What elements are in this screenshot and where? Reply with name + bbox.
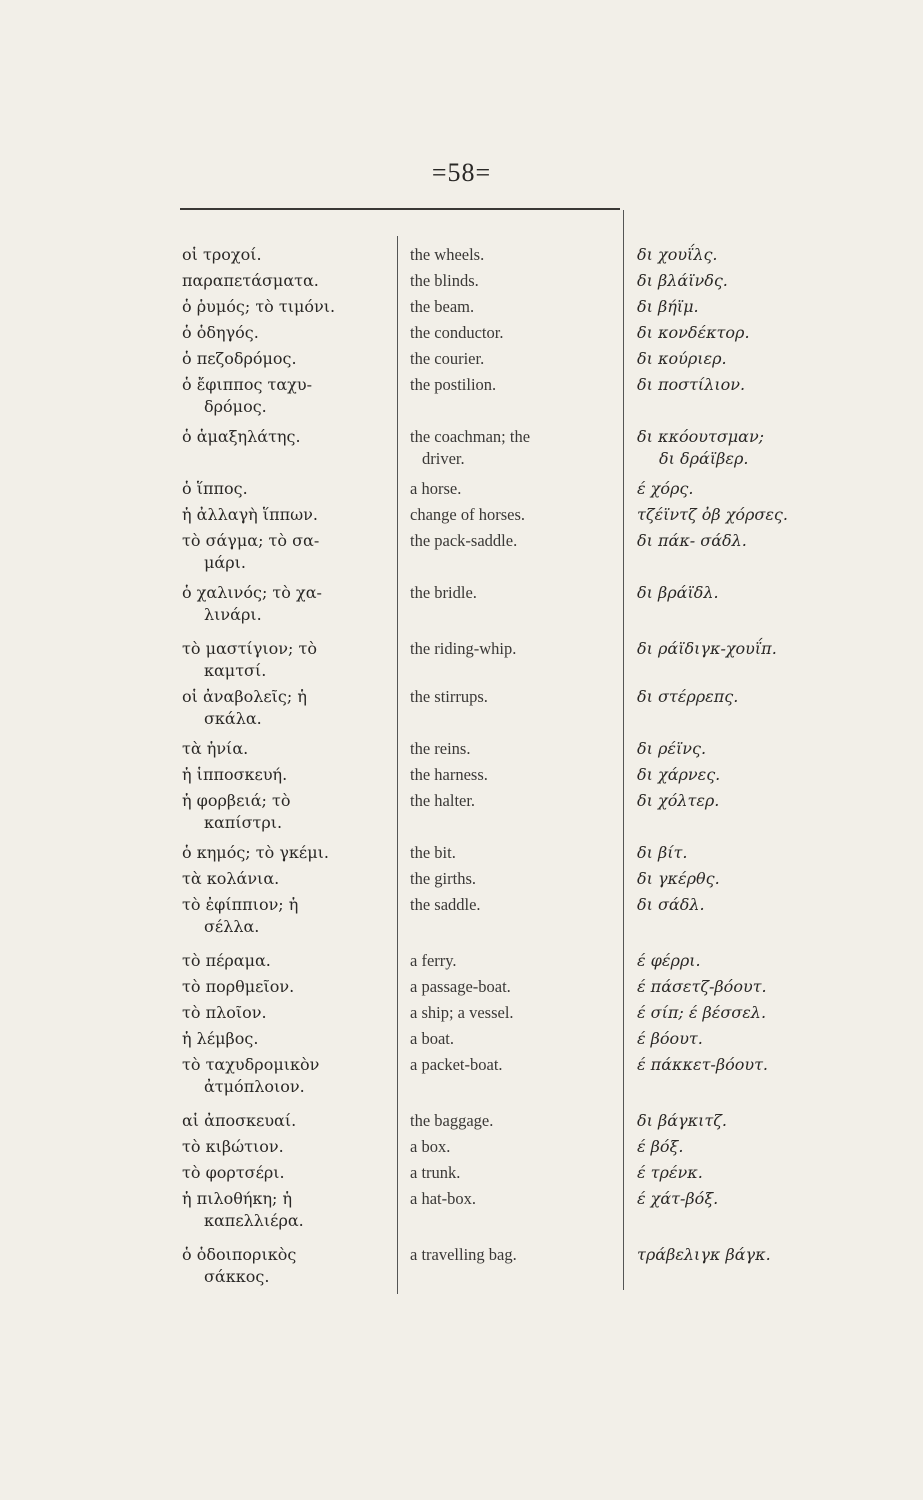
greek-term: [182, 1244, 390, 1288]
pronunciation: [637, 868, 917, 890]
entry-line: ἡ πιλοθήκη; ἡ: [182, 1189, 293, 1208]
entry-line: the halter.: [410, 791, 476, 810]
pronunciation: [637, 686, 917, 708]
greek-term: [182, 842, 390, 864]
entry-line: δι δράϊβερ.: [659, 449, 749, 468]
entry-line: ἡ φορβειά; τὸ: [182, 791, 291, 810]
english-translation: [410, 348, 615, 370]
entry-line: a ship; a vessel.: [410, 1003, 514, 1022]
entry-line: δι χάρνες.: [637, 765, 721, 784]
pronunciation: [637, 1054, 917, 1076]
greek-term: [182, 1188, 390, 1232]
entry-line: δι ράϊδιγκ-χουΐπ.: [637, 639, 777, 658]
entry-line: a passage-boat.: [410, 977, 511, 996]
english-translation: [410, 868, 615, 890]
english-translation: [410, 638, 615, 660]
entry-line: δι βίτ.: [637, 843, 688, 862]
greek-term: [182, 1054, 390, 1098]
entry-line: δι γκέρθς.: [637, 869, 720, 888]
entry-line: τὸ πορθμεῖον.: [182, 977, 295, 996]
entry-line: the baggage.: [410, 1111, 494, 1130]
entry-line: τὸ μαστίγιον; τὸ: [182, 639, 317, 658]
entry-line: the bridle.: [410, 583, 477, 602]
entry-line: the bit.: [410, 843, 456, 862]
entry-line: τράβελιγκ βάγκ.: [637, 1245, 771, 1264]
greek-term: [182, 790, 390, 834]
english-translation: [410, 1188, 615, 1210]
pronunciation: [637, 1028, 917, 1050]
column-divider: [623, 210, 624, 1290]
pronunciation: [637, 950, 917, 972]
entry-line: τζέϊντζ ὀβ χόρσες.: [637, 505, 788, 524]
entry-line: δι βάγκιτζ.: [637, 1111, 727, 1130]
entry-line: τὸ ἐφίππιον; ἡ: [182, 895, 299, 914]
entry-line: the postilion.: [410, 375, 497, 394]
pronunciation: [637, 348, 917, 370]
english-translation: [410, 478, 615, 500]
entry-line: a hat-box.: [410, 1189, 476, 1208]
entry-line: the beam.: [410, 297, 475, 316]
entry-line: the coachman; the: [410, 427, 531, 446]
greek-term: [182, 1110, 390, 1132]
english-translation: [410, 1002, 615, 1024]
entry-line: the girths.: [410, 869, 476, 888]
english-translation: [410, 1110, 615, 1132]
entry-line: ὁ ὁδηγός.: [182, 323, 259, 342]
entry-line: a travelling bag.: [410, 1245, 517, 1264]
entry-line: δρόμος.: [204, 397, 267, 416]
pronunciation: [637, 374, 917, 396]
english-translation: [410, 686, 615, 708]
english-translation: [410, 582, 615, 604]
entry-line: σκάλα.: [204, 709, 262, 728]
entry-line: τὸ φορτσέρι.: [182, 1163, 285, 1182]
entry-line: σάκκος.: [204, 1267, 270, 1286]
greek-term: [182, 686, 390, 730]
entry-line: έ χόρς.: [637, 479, 694, 498]
english-translation: [410, 1244, 615, 1266]
pronunciation: [637, 296, 917, 318]
page-number: =58=: [431, 158, 492, 187]
greek-term: [182, 1028, 390, 1050]
entry-line: δι κονδέκτορ.: [637, 323, 750, 342]
entry-line: a ferry.: [410, 951, 457, 970]
pronunciation: [637, 638, 917, 660]
entry-line: ὁ ὁδοιπορικὸς: [182, 1245, 297, 1264]
english-translation: [410, 1028, 615, 1050]
entry-line: the wheels.: [410, 245, 485, 264]
entry-line: ἡ ἀλλαγὴ ἵππων.: [182, 505, 318, 524]
entry-line: a box.: [410, 1137, 451, 1156]
entry-line: οἱ τροχοί.: [182, 245, 262, 264]
entry-line: δι κούριερ.: [637, 349, 727, 368]
pronunciation: [637, 764, 917, 786]
english-translation: [410, 976, 615, 998]
greek-term: [182, 894, 390, 938]
greek-term: [182, 530, 390, 574]
pronunciation: [637, 1244, 917, 1266]
entry-line: οἱ ἀναβολεῖς; ἡ: [182, 687, 307, 706]
greek-term: [182, 348, 390, 370]
greek-term: [182, 638, 390, 682]
english-translation: [410, 530, 615, 552]
greek-term: [182, 950, 390, 972]
greek-term: [182, 976, 390, 998]
pronunciation: [637, 790, 917, 812]
entry-line: the saddle.: [410, 895, 481, 914]
entry-line: ὁ κημός; τὸ γκέμι.: [182, 843, 329, 862]
entry-line: ὁ πεζοδρόμος.: [182, 349, 297, 368]
greek-term: [182, 244, 390, 266]
english-translation: [410, 738, 615, 760]
entry-line: ὁ χαλινός; τὸ χα-: [182, 583, 322, 602]
pronunciation: [637, 270, 917, 292]
english-translation: [410, 1162, 615, 1184]
english-translation: [410, 1136, 615, 1158]
entry-line: τὰ κολάνια.: [182, 869, 280, 888]
greek-term: [182, 868, 390, 890]
greek-term: [182, 322, 390, 344]
entry-line: δι χόλτερ.: [637, 791, 720, 810]
entry-line: ὁ ῥυμός; τὸ τιμόνι.: [182, 297, 336, 316]
entry-line: ἡ ἱπποσκευή.: [182, 765, 288, 784]
greek-term: [182, 296, 390, 318]
entry-line: καπίστρι.: [204, 813, 283, 832]
entry-line: a boat.: [410, 1029, 454, 1048]
english-translation: [410, 296, 615, 318]
entry-line: the stirrups.: [410, 687, 488, 706]
entry-line: the harness.: [410, 765, 488, 784]
english-translation: [410, 842, 615, 864]
pronunciation: [637, 244, 917, 266]
greek-term: [182, 1162, 390, 1184]
entry-line: τὸ ταχυδρομικὸν: [182, 1055, 320, 1074]
entry-line: the riding-whip.: [410, 639, 517, 658]
entry-line: καπελλιέρα.: [204, 1211, 304, 1230]
greek-term: [182, 374, 390, 418]
entry-line: δι ρέϊνς.: [637, 739, 707, 758]
entry-line: δι βλάϊνδς.: [637, 271, 728, 290]
entry-line: a horse.: [410, 479, 462, 498]
pronunciation: [637, 478, 917, 500]
english-translation: [410, 950, 615, 972]
entry-line: δι ποστίλιον.: [637, 375, 746, 394]
entry-line: the courier.: [410, 349, 485, 368]
greek-term: [182, 270, 390, 292]
entry-line: ἀτμόπλοιον.: [204, 1077, 305, 1096]
entry-line: a trunk.: [410, 1163, 461, 1182]
entry-line: έ βόουτ.: [637, 1029, 703, 1048]
english-translation: [410, 894, 615, 916]
greek-term: [182, 1002, 390, 1024]
english-translation: [410, 374, 615, 396]
entry-line: τὸ πλοῖον.: [182, 1003, 267, 1022]
pronunciation: [637, 426, 917, 470]
entry-line: δι σάδλ.: [637, 895, 705, 914]
entry-line: έ πάκκετ-βόουτ.: [637, 1055, 768, 1074]
entry-line: δι βράϊδλ.: [637, 583, 719, 602]
english-translation: [410, 426, 615, 470]
pronunciation: [637, 582, 917, 604]
entry-line: έ πάσετζ-βόουτ.: [637, 977, 767, 996]
pronunciation: [637, 738, 917, 760]
greek-term: [182, 582, 390, 626]
greek-term: [182, 764, 390, 786]
entry-line: ὁ ἔφιππος ταχυ-: [182, 375, 312, 394]
english-translation: [410, 764, 615, 786]
entry-line: ὁ ἵππος.: [182, 479, 248, 498]
entry-line: έ βόξ.: [637, 1137, 684, 1156]
greek-term: [182, 426, 390, 448]
pronunciation: [637, 322, 917, 344]
pronunciation: [637, 1110, 917, 1132]
entry-line: αἱ ἀποσκευαί.: [182, 1111, 297, 1130]
entry-line: δι βήϊμ.: [637, 297, 699, 316]
greek-term: [182, 738, 390, 760]
header-rule: [180, 208, 620, 210]
greek-term: [182, 504, 390, 526]
english-translation: [410, 790, 615, 812]
entry-line: δι πάκ- σάδλ.: [637, 531, 747, 550]
pronunciation: [637, 1136, 917, 1158]
entry-line: έ χάτ-βόξ.: [637, 1189, 719, 1208]
column-divider: [397, 236, 398, 1294]
entry-line: καμτσί.: [204, 661, 267, 680]
english-translation: [410, 504, 615, 526]
entry-line: έ τρένκ.: [637, 1163, 703, 1182]
entry-line: τὸ πέραμα.: [182, 951, 271, 970]
entry-line: the blinds.: [410, 271, 479, 290]
english-translation: [410, 270, 615, 292]
entry-line: τὸ σάγμα; τὸ σα-: [182, 531, 320, 550]
english-translation: [410, 1054, 615, 1076]
entry-line: ἡ λέμβος.: [182, 1029, 259, 1048]
entry-line: σέλλα.: [204, 917, 260, 936]
entry-line: δι κκόουτσμαν;: [637, 427, 765, 446]
entry-line: ὁ ἁμαξηλάτης.: [182, 427, 301, 446]
pronunciation: [637, 530, 917, 552]
english-translation: [410, 322, 615, 344]
greek-term: [182, 478, 390, 500]
entry-line: έ φέρρι.: [637, 951, 701, 970]
entry-line: τὰ ἡνία.: [182, 739, 249, 758]
greek-term: [182, 1136, 390, 1158]
pronunciation: [637, 976, 917, 998]
entry-line: λινάρι.: [204, 605, 262, 624]
entry-line: the reins.: [410, 739, 471, 758]
pronunciation: [637, 1162, 917, 1184]
entry-line: δι χουΐλς.: [637, 245, 718, 264]
pronunciation: [637, 1188, 917, 1210]
entry-line: παραπετάσματα.: [182, 271, 319, 290]
entry-line: the conductor.: [410, 323, 504, 342]
entry-line: έ σίπ; έ βέσσελ.: [637, 1003, 767, 1022]
entry-line: τὸ κιβώτιον.: [182, 1137, 284, 1156]
pronunciation: [637, 1002, 917, 1024]
entry-line: the pack-saddle.: [410, 531, 518, 550]
entry-line: change of horses.: [410, 505, 526, 524]
entry-line: a packet-boat.: [410, 1055, 503, 1074]
pronunciation: [637, 842, 917, 864]
entry-line: δι στέρρεπς.: [637, 687, 739, 706]
english-translation: [410, 244, 615, 266]
entry-line: μάρι.: [204, 553, 246, 572]
pronunciation: [637, 894, 917, 916]
entry-line: driver.: [422, 449, 465, 468]
pronunciation: [637, 504, 917, 526]
